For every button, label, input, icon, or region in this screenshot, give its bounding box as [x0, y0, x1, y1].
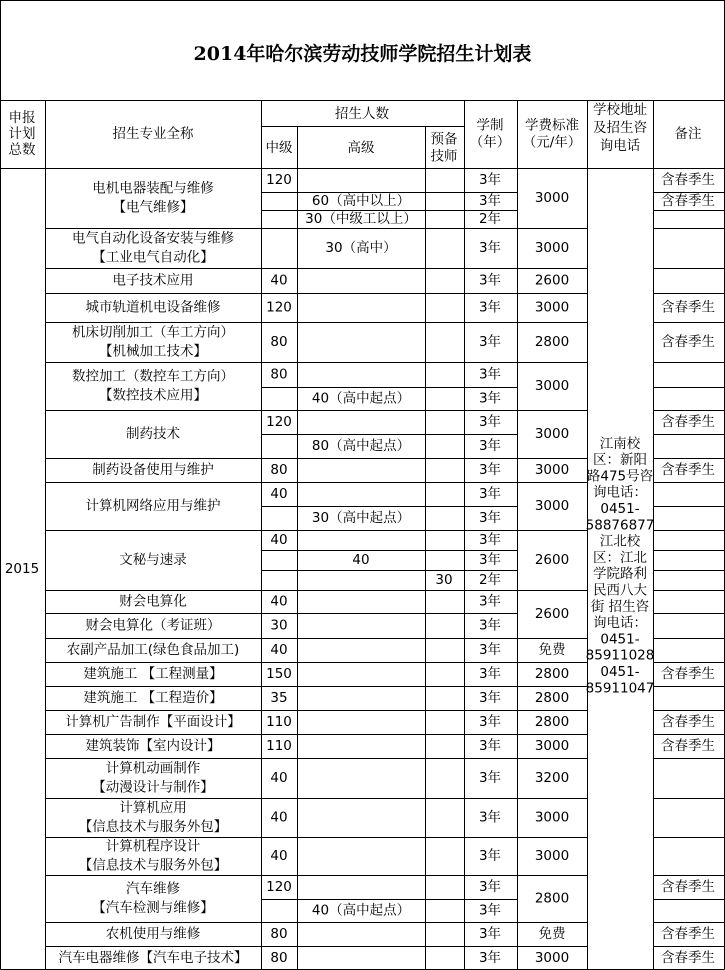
cell-junior-count: 40: [270, 642, 288, 658]
cell-address-phone: 街 招生咨: [590, 598, 650, 615]
cell-prep-tech-count: 30: [435, 572, 453, 588]
cell-remark: 含春季生: [661, 193, 715, 209]
cell-address-phone: 0451-: [600, 631, 640, 648]
cell-major-name: 电机电器装配与维修: [92, 180, 214, 197]
cell-senior-count: 40（高中起点）: [311, 390, 411, 407]
cell-duration: 3年: [478, 272, 502, 289]
cell-duration: 3年: [478, 714, 502, 730]
cell-major-name: 【工业电气自动化】: [92, 249, 214, 266]
cell-address-phone: 江南校: [599, 435, 641, 452]
cell-tuition-fee: 3000: [534, 240, 570, 256]
cell-duration: 3年: [478, 414, 502, 430]
cell-duration: 3年: [478, 902, 502, 919]
cell-remark: 含春季生: [661, 714, 715, 730]
cell-junior-count: 110: [266, 714, 292, 730]
cell-junior-count: 40: [270, 272, 288, 289]
cell-tuition-fee: 3000: [534, 950, 570, 966]
cell-address-phone: 区：新阳: [593, 452, 647, 469]
cell-tuition-fee: 3000: [534, 498, 570, 514]
cell-address-phone: 江北校: [599, 533, 641, 550]
cell-major-name: 计算机程序设计: [105, 838, 201, 855]
cell-duration: 2年: [478, 211, 502, 227]
cell-major-name: 【动漫设计与制作】: [92, 779, 214, 796]
cell-major-name: 机床切削加工（车工方向）: [72, 324, 234, 341]
cell-tuition-fee: 3200: [534, 770, 570, 786]
header-apply-total: 申报: [8, 110, 36, 126]
header-enroll-count: 招生人数: [335, 106, 389, 122]
cell-major-name: 制药技术: [126, 426, 180, 442]
cell-address-phone: 路475号咨: [586, 468, 654, 485]
cell-tuition-fee: 3000: [534, 190, 570, 206]
cell-junior-count: 80: [270, 926, 288, 942]
page-title: 2014年哈尔滨劳动技师学院招生计划表: [0, 0, 725, 100]
cell-tuition-fee: 3000: [534, 299, 570, 316]
header-address-phone: 及招生咨: [593, 120, 647, 136]
cell-remark: 含春季生: [661, 299, 715, 316]
cell-senior-count: 30（中级工以上）: [305, 211, 417, 227]
cell-junior-count: 110: [266, 738, 292, 754]
cell-major-name: 【数控技术应用】: [99, 387, 207, 404]
cell-duration: 3年: [478, 617, 502, 634]
cell-duration: 3年: [478, 690, 502, 706]
header-address-phone: 学校地址: [593, 102, 647, 118]
cell-address-phone: 询电话：: [593, 484, 647, 501]
cell-duration: 3年: [478, 642, 502, 658]
cell-duration: 3年: [478, 334, 502, 350]
cell-remark: 含春季生: [661, 666, 715, 682]
cell-duration: 3年: [478, 193, 502, 209]
cell-senior-count: 30（高中起点）: [311, 510, 411, 526]
header-duration: 学制: [476, 117, 504, 134]
cell-duration: 3年: [478, 438, 502, 454]
cell-tuition-fee: 2600: [534, 552, 570, 568]
cell-tuition-fee: 2800: [534, 666, 570, 682]
cell-duration: 3年: [478, 809, 502, 826]
cell-major-name: 计算机应用: [119, 800, 187, 816]
cell-major-name: 【信息技术与服务外包】: [78, 857, 228, 874]
cell-apply-total: 2015: [4, 561, 40, 577]
cell-address-phone: 询电话：: [593, 615, 647, 632]
cell-tuition-fee: 2800: [534, 714, 570, 730]
cell-duration: 3年: [478, 366, 502, 383]
cell-major-name: 电子技术应用: [112, 272, 194, 289]
cell-major-name: 农机使用与维修: [105, 926, 201, 942]
cell-major-name: 汽车维修: [126, 881, 180, 897]
cell-major-name: 汽车电器维修【汽车电子技术】: [58, 950, 248, 966]
cell-senior-count: 30（高中）: [325, 240, 397, 256]
cell-remark: 含春季生: [661, 414, 715, 430]
cell-junior-count: 120: [266, 879, 292, 895]
cell-senior-count: 40（高中起点）: [311, 902, 411, 919]
cell-junior-count: 40: [270, 770, 288, 786]
header-tuition: （元/年）: [522, 134, 582, 151]
cell-tuition-fee: 免费: [538, 926, 566, 942]
cell-tuition-fee: 3000: [534, 378, 570, 394]
cell-major-name: 财会电算化: [119, 593, 187, 610]
cell-duration: 3年: [478, 738, 502, 754]
cell-duration: 3年: [478, 299, 502, 316]
header-apply-total: 总数: [8, 142, 36, 158]
cell-tuition-fee: 2800: [534, 334, 570, 350]
header-senior: 高级: [347, 140, 375, 156]
cell-tuition-fee: 3000: [534, 426, 570, 442]
cell-junior-count: 80: [270, 334, 288, 350]
cell-major-name: 计算机广告制作【平面设计】: [65, 714, 241, 730]
cell-duration: 3年: [478, 593, 502, 610]
cell-junior-count: 35: [270, 690, 288, 706]
cell-junior-count: 120: [266, 299, 292, 316]
cell-duration: 2年: [478, 572, 502, 588]
header-apply-total: 计划: [8, 126, 36, 142]
cell-remark: 含春季生: [661, 926, 715, 942]
cell-major-name: 建筑施工 【工程测量】: [83, 666, 223, 682]
cell-major-name: 电气自动化设备安装与维修: [72, 230, 234, 247]
cell-duration: 3年: [478, 879, 502, 895]
cell-senior-count: 60（高中以上）: [311, 193, 411, 209]
cell-junior-count: 40: [270, 532, 288, 548]
cell-duration: 3年: [478, 486, 502, 502]
header-junior: 中级: [265, 140, 293, 156]
cell-junior-count: 40: [270, 593, 288, 610]
cell-senior-count: 40: [352, 552, 370, 568]
cell-tuition-fee: 3000: [534, 809, 570, 826]
cell-major-name: 建筑施工 【工程造价】: [83, 690, 223, 706]
cell-remark: 含春季生: [661, 950, 715, 966]
cell-junior-count: 40: [270, 848, 288, 864]
cell-senior-count: 80（高中起点）: [311, 438, 411, 454]
cell-junior-count: 120: [266, 414, 292, 430]
header-major-name: 招生专业全称: [112, 126, 194, 142]
cell-junior-count: 80: [270, 366, 288, 383]
cell-duration: 3年: [478, 552, 502, 568]
header-tuition: 学费标准: [525, 117, 579, 134]
cell-major-name: 【信息技术与服务外包】: [78, 819, 228, 835]
cell-major-name: 【机械加工技术】: [99, 343, 207, 360]
cell-major-name: 财会电算化（考证班）: [85, 617, 221, 634]
cell-duration: 3年: [478, 770, 502, 786]
cell-junior-count: 30: [270, 617, 288, 634]
cell-major-name: 城市轨道机电设备维修: [85, 299, 221, 316]
header-address-phone: 询电话: [599, 138, 641, 154]
cell-duration: 3年: [478, 926, 502, 942]
cell-duration: 3年: [478, 666, 502, 682]
cell-duration: 3年: [478, 532, 502, 548]
cell-tuition-fee: 免费: [538, 642, 566, 658]
cell-remark: 含春季生: [661, 879, 715, 895]
header-prep-technician: 预备: [430, 131, 458, 148]
cell-major-name: 文秘与速录: [119, 552, 187, 568]
cell-duration: 3年: [478, 390, 502, 407]
cell-tuition-fee: 2600: [534, 272, 570, 289]
cell-address-phone: 区：江北: [593, 549, 647, 566]
cell-duration: 3年: [478, 510, 502, 526]
cell-tuition-fee: 3000: [534, 848, 570, 864]
cell-tuition-fee: 3000: [534, 738, 570, 754]
cell-tuition-fee: 2600: [534, 606, 570, 622]
cell-address-phone: 58876877: [585, 517, 655, 534]
cell-address-phone: 85911028: [585, 647, 655, 664]
cell-address-phone: 民西八大: [593, 582, 647, 599]
cell-duration: 3年: [478, 462, 502, 478]
cell-address-phone: 0451-: [600, 500, 640, 517]
cell-address-phone: 85911047: [585, 680, 655, 697]
cell-tuition-fee: 2800: [534, 690, 570, 706]
cell-major-name: 建筑装饰【室内设计】: [85, 738, 221, 754]
cell-remark: 含春季生: [661, 738, 715, 754]
cell-major-name: 【电气维修】: [112, 199, 194, 216]
cell-remark: 含春季生: [661, 334, 715, 350]
header-prep-technician: 技师: [430, 148, 458, 165]
cell-duration: 3年: [478, 848, 502, 864]
cell-junior-count: 40: [270, 486, 288, 502]
cell-major-name: 制药设备使用与维护: [92, 462, 214, 478]
cell-major-name: 农副产品加工(绿色食品加工): [66, 642, 240, 658]
cell-junior-count: 80: [270, 950, 288, 966]
cell-junior-count: 40: [270, 809, 288, 826]
cell-major-name: 计算机动画制作: [105, 760, 201, 777]
cell-tuition-fee: 2800: [534, 890, 570, 907]
cell-remark: 含春季生: [661, 172, 715, 188]
cell-major-name: 【汽车检测与维修】: [92, 900, 214, 916]
cell-remark: 含春季生: [661, 462, 715, 478]
cell-major-name: 数控加工（数控车工方向）: [72, 368, 234, 385]
cell-address-phone: 学院路利: [593, 566, 647, 583]
cell-junior-count: 120: [266, 172, 292, 188]
header-remark: 备注: [674, 126, 702, 142]
cell-duration: 3年: [478, 240, 502, 256]
cell-junior-count: 150: [266, 666, 292, 682]
cell-address-phone: 0451-: [600, 663, 640, 680]
cell-duration: 3年: [478, 172, 502, 188]
header-duration: （年）: [469, 134, 511, 151]
cell-junior-count: 80: [270, 462, 288, 478]
cell-major-name: 计算机网络应用与维护: [85, 498, 221, 514]
cell-duration: 3年: [478, 950, 502, 966]
cell-tuition-fee: 3000: [534, 462, 570, 478]
